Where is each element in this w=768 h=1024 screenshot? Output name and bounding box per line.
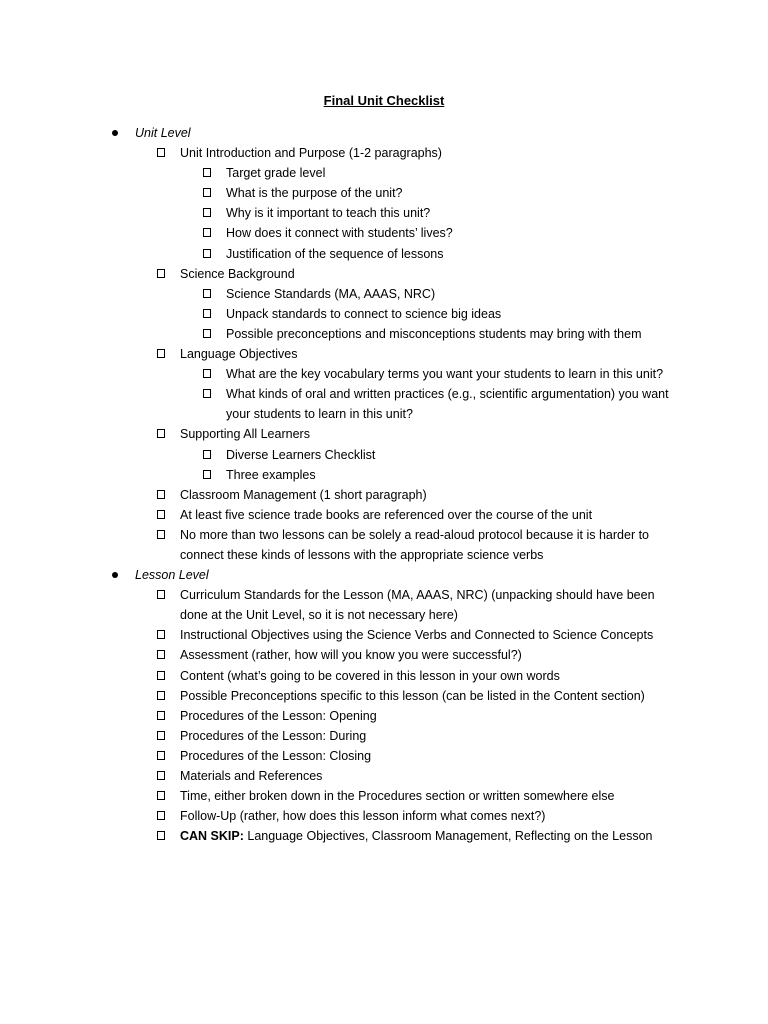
checklist-item [0, 826, 768, 846]
checkbox-icon[interactable] [157, 510, 165, 519]
section-label: Unit Level [135, 126, 191, 140]
checklist-item-label: Science Background [180, 266, 295, 281]
checklist-subitem-label: What kinds of oral and written practices (e.g., scientific argumentation) you want your students to learn in this unit? [226, 387, 669, 422]
checklist-item [0, 424, 768, 444]
checklist-subitem-label: What is the purpose of the unit? [226, 186, 403, 201]
checklist-item-label: At least five science trade books are referenced over the course of the unit [180, 507, 593, 522]
checkbox-icon[interactable] [157, 530, 165, 539]
checkbox-icon[interactable] [157, 691, 165, 700]
checklist-item [0, 344, 768, 364]
checklist-subitem [0, 465, 768, 485]
checklist-item [0, 485, 768, 505]
checklist-subitem-label: Diverse Learners Checklist [226, 447, 376, 462]
skip-label: CAN SKIP: [180, 829, 244, 844]
checkbox-icon[interactable] [157, 671, 165, 680]
checkbox-icon[interactable] [203, 208, 211, 217]
checklist-subitem [0, 163, 768, 183]
checklist-item-label: Follow-Up (rather, how does this lesson inform what comes next?) [180, 809, 546, 824]
checklist-item [0, 525, 768, 565]
checklist-subitem-label: Target grade level [226, 166, 326, 181]
checklist-subitem-label: How does it connect with students’ lives? [226, 226, 453, 241]
checklist-subitem [0, 223, 768, 243]
checkbox-icon[interactable] [203, 309, 211, 318]
section-heading [0, 565, 768, 585]
checkbox-icon[interactable] [157, 771, 165, 780]
checkbox-icon[interactable] [157, 630, 165, 639]
checkbox-icon[interactable] [157, 731, 165, 740]
checkbox-icon[interactable] [203, 329, 211, 338]
checklist-item [0, 806, 768, 826]
bullet-icon [112, 130, 118, 136]
checklist-subitem-label: Justification of the sequence of lessons [226, 246, 444, 261]
checkbox-icon[interactable] [157, 269, 165, 278]
checklist-subitem-label: Science Standards (MA, AAAS, NRC) [226, 286, 436, 301]
checklist-item [0, 143, 768, 163]
checkbox-icon[interactable] [203, 389, 211, 398]
checklist-item [0, 766, 768, 786]
checklist-item [0, 264, 768, 284]
checklist-item [0, 686, 768, 706]
checklist-subitem [0, 183, 768, 203]
bullet-icon [112, 572, 118, 578]
checklist-subitem-label: What are the key vocabulary terms you want your students to learn in this unit? [226, 367, 664, 382]
checklist-item [0, 645, 768, 665]
section-label: Lesson Level [135, 568, 209, 583]
checklist-item-label: Supporting All Learners [180, 427, 310, 442]
checkbox-icon[interactable] [157, 490, 165, 499]
checklist-item [0, 666, 768, 686]
checkbox-icon[interactable] [203, 289, 211, 298]
checklist-item [0, 625, 768, 645]
checklist-subitem [0, 445, 768, 465]
checklist-subitem-label: Unpack standards to connect to science big ideas [226, 306, 502, 321]
checklist-item-label: Unit Introduction and Purpose (1-2 paragraphs) [180, 146, 442, 161]
checklist-item-label: Possible Preconceptions specific to this lesson (can be listed in the Content section) [180, 688, 645, 703]
page-title: Final Unit Checklist [323, 93, 445, 108]
checklist-item-label: Procedures of the Lesson: During [180, 728, 367, 743]
checkbox-icon[interactable] [203, 188, 211, 197]
checklist-item-label: Assessment (rather, how will you know you were successful?) [180, 648, 522, 663]
checklist-item-label: Instructional Objectives using the Science Verbs and Connected to Science Concepts [180, 628, 654, 643]
checkbox-icon[interactable] [157, 791, 165, 800]
checkbox-icon[interactable] [157, 811, 165, 820]
checkbox-icon[interactable] [157, 650, 165, 659]
checklist-item-label: Classroom Management (1 short paragraph) [180, 487, 427, 502]
checklist-item [0, 706, 768, 726]
checkbox-icon[interactable] [203, 470, 211, 479]
checklist-subitem-label: Three examples [226, 467, 316, 482]
checkbox-icon[interactable] [157, 148, 165, 157]
checklist-item-label: Materials and References [180, 769, 323, 783]
checklist-item-label: No more than two lessons can be solely a read-aloud protocol because it is harder to connect these kinds of lessons with the appropriate science verbs [180, 527, 650, 562]
checklist-subitem-label: Why is it important to teach this unit? [226, 206, 431, 221]
checkbox-icon[interactable] [203, 249, 211, 258]
checklist-item-label: Time, either broken down in the Procedures section or written somewhere else [180, 789, 615, 804]
checkbox-icon[interactable] [157, 831, 165, 840]
checklist-item-label: CAN SKIP: Language Objectives, Classroom Management, Reflecting on the Lesson [180, 829, 653, 844]
checkbox-icon[interactable] [157, 349, 165, 358]
checkbox-icon[interactable] [157, 711, 165, 720]
checklist-item [0, 505, 768, 525]
checkbox-icon[interactable] [203, 228, 211, 237]
checklist-item-label: Curriculum Standards for the Lesson (MA, AAAS, NRC) (unpacking should have been done at the Unit Level, so it is not necessary here) [180, 588, 655, 623]
checklist-subitem-label: Possible preconceptions and misconceptions students may bring with them [226, 326, 642, 341]
checkbox-icon[interactable] [203, 369, 211, 378]
checkbox-icon[interactable] [157, 751, 165, 760]
checklist-item [0, 746, 768, 766]
checklist-item-label: Content (what’s going to be covered in this lesson in your own words [180, 668, 560, 683]
checklist-item [0, 585, 768, 625]
checklist-subitem [0, 284, 768, 304]
checklist-item [0, 786, 768, 806]
checkbox-icon[interactable] [203, 168, 211, 177]
checklist-item [0, 726, 768, 746]
checkbox-icon[interactable] [157, 590, 165, 599]
checklist-subitem [0, 384, 768, 424]
checklist-subitem [0, 244, 768, 264]
checklist-item-label: Language Objectives [180, 347, 298, 362]
checkbox-icon[interactable] [203, 450, 211, 459]
checklist-item-label: Procedures of the Lesson: Closing [180, 748, 372, 763]
checkbox-icon[interactable] [157, 429, 165, 438]
checklist-subitem [0, 364, 768, 384]
checklist-subitem [0, 324, 768, 344]
checklist-subitem [0, 203, 768, 223]
checklist [0, 123, 768, 846]
checklist-subitem [0, 304, 768, 324]
checklist-item-label: Procedures of the Lesson: Opening [180, 708, 377, 723]
section-heading [0, 123, 768, 143]
